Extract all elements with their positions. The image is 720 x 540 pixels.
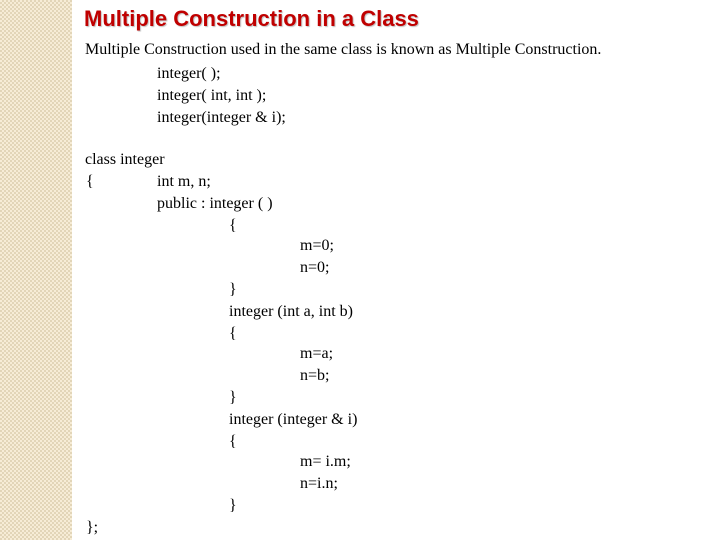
code-statement: n=b; bbox=[300, 367, 330, 384]
code-brace: } bbox=[229, 281, 237, 298]
code-member-declaration: int m, n; bbox=[157, 173, 211, 190]
code-brace: { bbox=[229, 433, 237, 450]
code-statement: m=a; bbox=[300, 345, 334, 362]
example-line: integer(integer & i); bbox=[157, 109, 286, 126]
example-line: integer( int, int ); bbox=[157, 87, 267, 104]
code-statement: n=i.n; bbox=[300, 475, 338, 492]
code-brace: } bbox=[229, 389, 237, 406]
example-line: integer( ); bbox=[157, 65, 221, 82]
decorative-side-strip bbox=[0, 0, 72, 540]
code-brace: { bbox=[229, 217, 237, 234]
code-statement: m=0; bbox=[300, 237, 334, 254]
code-statement: n=0; bbox=[300, 259, 330, 276]
code-constructor-signature: integer (int a, int b) bbox=[229, 303, 353, 320]
code-constructor-signature: integer (integer & i) bbox=[229, 411, 358, 428]
code-open-brace: { bbox=[86, 173, 94, 190]
code-brace: } bbox=[229, 497, 237, 514]
code-brace: { bbox=[229, 325, 237, 342]
slide-title: Multiple Construction in a Class bbox=[84, 6, 419, 31]
code-class-declaration: class integer bbox=[85, 151, 165, 168]
code-statement: m= i.m; bbox=[300, 453, 351, 470]
code-class-end: }; bbox=[86, 519, 99, 536]
intro-text: Multiple Construction used in the same class is known as Multiple Construction. bbox=[85, 41, 602, 58]
code-constructor-signature: public : integer ( ) bbox=[157, 195, 273, 212]
